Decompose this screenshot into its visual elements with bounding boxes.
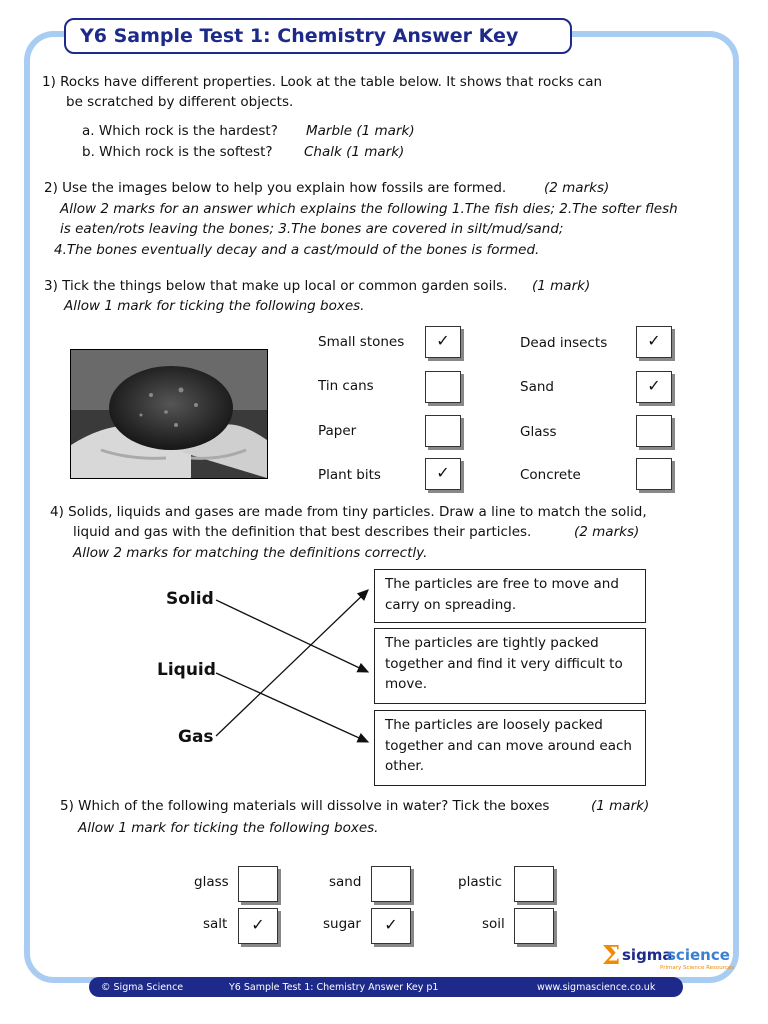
q5-text: 5) Which of the following materials will dissolve in water? Tick the boxes [60, 798, 550, 814]
q5-checkbox-salt[interactable]: ✓ [238, 908, 278, 944]
svg-text:sigma: sigma [622, 946, 673, 964]
q1-text-line1: 1) Rocks have different properties. Look at the table below. It shows that rocks can [42, 74, 603, 90]
q5-item-sugar: sugar [323, 916, 361, 932]
q5-marks: (1 mark) [591, 798, 650, 814]
q2-answer-line1: Allow 2 marks for an answer which explains the following 1.The fish dies; 2.The softer flesh [60, 201, 678, 217]
q1-a-answer: Marble (1 mark) [306, 123, 415, 139]
q5-item-sand: sand [329, 874, 362, 890]
footer-document-title: Y6 Sample Test 1: Chemistry Answer Key p1 [229, 981, 439, 993]
q3-item-glass: Glass [520, 424, 557, 440]
line-gas-to-free-to-move [216, 590, 368, 736]
line-solid-to-tightly-packed [216, 600, 368, 672]
q3-checkbox-sand[interactable]: ✓ [636, 371, 672, 403]
state-solid: Solid [166, 589, 214, 609]
q4-text-line2: liquid and gas with the definition that best describes their particles. [73, 524, 532, 540]
q1-b-answer: Chalk (1 mark) [304, 144, 405, 160]
q1-b-question: b. Which rock is the softest? [82, 144, 273, 160]
q4-marks: (2 marks) [574, 524, 640, 540]
footer-url[interactable]: www.sigmascience.co.uk [537, 981, 656, 993]
q3-item-plant-bits: Plant bits [318, 467, 381, 483]
q2-marks: (2 marks) [544, 180, 610, 196]
q3-allow: Allow 1 mark for ticking the following boxes. [64, 298, 365, 314]
q3-marks: (1 mark) [532, 278, 591, 294]
q5-item-soil: soil [482, 916, 505, 932]
q2-answer-line2: is eaten/rots leaving the bones; 3.The bones are covered in silt/mud/sand; [60, 221, 564, 237]
q5-checkbox-plastic[interactable] [514, 866, 554, 902]
q1-text-line2: be scratched by different objects. [66, 94, 294, 110]
line-liquid-to-loosely-packed [216, 673, 368, 742]
q2-answer-line3: 4.The bones eventually decay and a cast/mould of the bones is formed. [54, 242, 540, 258]
q5-item-salt: salt [203, 916, 228, 932]
q5-checkbox-sugar[interactable]: ✓ [371, 908, 411, 944]
q3-item-tin-cans: Tin cans [318, 378, 374, 394]
q5-item-glass: glass [194, 874, 229, 890]
q3-item-sand: Sand [520, 379, 554, 395]
q3-item-small-stones: Small stones [318, 334, 405, 350]
definition-free-to-move: The particles are free to move and carry on spreading. [374, 569, 646, 623]
definition-tightly-packed: The particles are tightly packed together and find it very difficult to move. [374, 628, 646, 704]
q1-a-question: a. Which rock is the hardest? [82, 123, 278, 139]
q3-item-concrete: Concrete [520, 467, 581, 483]
page-footer [89, 977, 683, 997]
q5-checkbox-sand[interactable] [371, 866, 411, 902]
q4-allow: Allow 2 marks for matching the definitions correctly. [73, 545, 428, 561]
page-title: Y6 Sample Test 1: Chemistry Answer Key [64, 18, 572, 54]
svg-text:science: science [667, 946, 730, 964]
q5-checkbox-soil[interactable] [514, 908, 554, 944]
q3-checkbox-dead-insects[interactable]: ✓ [636, 326, 672, 358]
q3-item-dead-insects: Dead insects [520, 335, 608, 351]
svg-text:Σ: Σ [602, 941, 621, 971]
q3-text: 3) Tick the things below that make up local or common garden soils. [44, 278, 508, 294]
q4-text-line1: 4) Solids, liquids and gases are made from tiny particles. Draw a line to match the solid, [50, 504, 647, 520]
sigma-science-logo [602, 941, 735, 972]
footer-copyright: © Sigma Science [101, 981, 184, 993]
q5-item-plastic: plastic [458, 874, 503, 890]
svg-text:Primary Science Resources: Primary Science Resources [660, 965, 735, 971]
q5-checkbox-glass[interactable] [238, 866, 278, 902]
q2-text: 2) Use the images below to help you explain how fossils are formed. [44, 180, 507, 196]
q5-allow: Allow 1 mark for ticking the following boxes. [78, 820, 379, 836]
state-gas: Gas [178, 727, 214, 747]
q3-item-paper: Paper [318, 423, 357, 439]
definition-loosely-packed: The particles are loosely packed together and can move around each other. [374, 710, 646, 786]
q3-checkbox-small-stones[interactable]: ✓ [425, 326, 461, 358]
q3-checkbox-plant-bits[interactable]: ✓ [425, 458, 461, 490]
state-liquid: Liquid [157, 660, 216, 680]
